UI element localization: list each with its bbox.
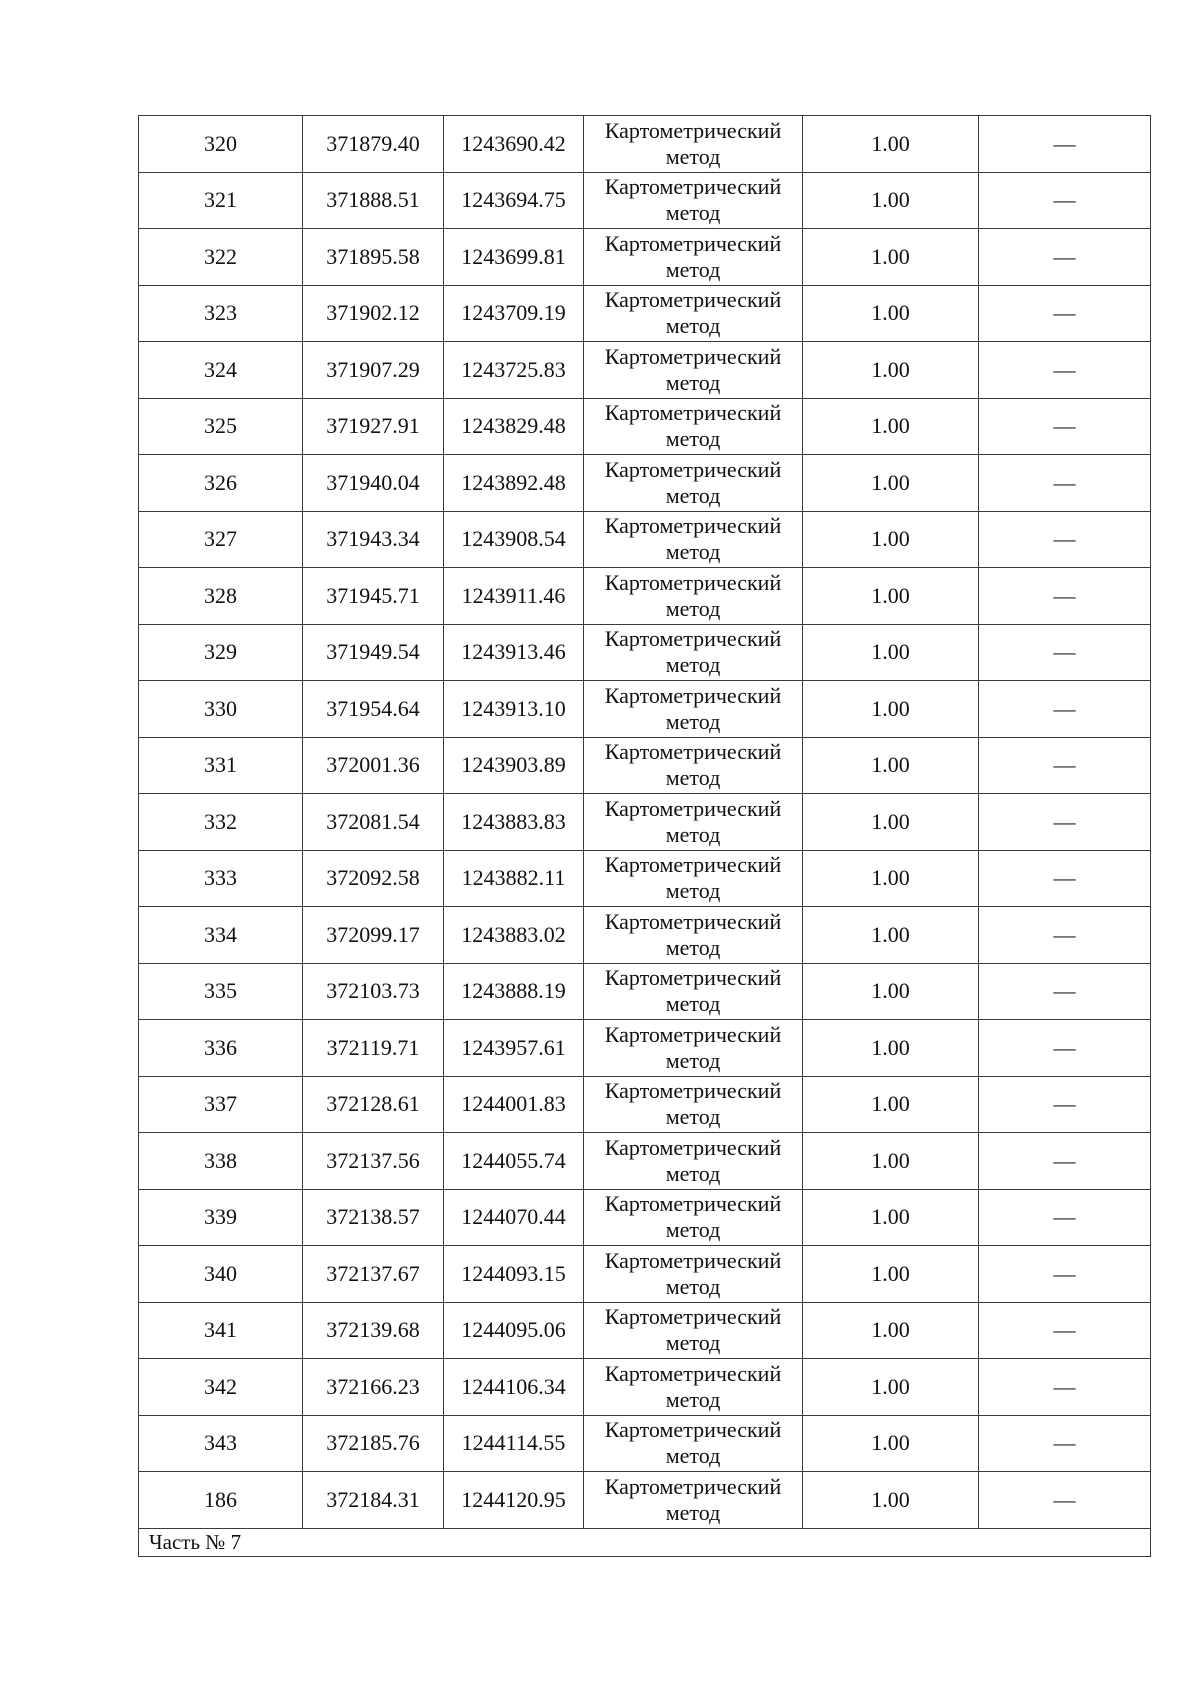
method-line-1: Картометрический: [604, 456, 782, 482]
x-coordinate-cell: 372081.54: [303, 794, 444, 851]
part-label: Часть № 7: [139, 1528, 1151, 1556]
method-line-1: Картометрический: [604, 174, 782, 200]
method-line-2: метод: [665, 1104, 721, 1130]
note-dash-cell: —: [979, 342, 1151, 399]
precision-cell: 1.00: [803, 511, 979, 568]
method-line-1: Картометрический: [604, 626, 782, 652]
method-line-1: Картометрический: [604, 117, 782, 143]
precision-cell: 1.00: [803, 681, 979, 738]
method-line-2: метод: [665, 313, 721, 339]
precision-cell: 1.00: [803, 342, 979, 399]
table-row: [139, 398, 1151, 455]
note-dash-cell: —: [979, 511, 1151, 568]
note-dash-cell: —: [979, 1020, 1151, 1077]
note-dash-cell: —: [979, 681, 1151, 738]
y-coordinate-cell: 1243883.02: [444, 907, 584, 964]
note-dash-cell: —: [979, 850, 1151, 907]
note-dash-cell: —: [979, 568, 1151, 625]
method-line-2: метод: [665, 934, 721, 960]
table-row: [139, 737, 1151, 794]
precision-cell: 1.00: [803, 624, 979, 681]
method-cell: [584, 398, 803, 455]
y-coordinate-cell: 1243913.46: [444, 624, 584, 681]
note-dash-cell: —: [979, 624, 1151, 681]
note-dash-cell: —: [979, 1246, 1151, 1303]
method-line-2: метод: [665, 595, 721, 621]
note-dash-cell: —: [979, 455, 1151, 512]
y-coordinate-cell: 1244001.83: [444, 1076, 584, 1133]
x-coordinate-cell: 371888.51: [303, 172, 444, 229]
precision-cell: 1.00: [803, 568, 979, 625]
x-coordinate-cell: 372138.57: [303, 1189, 444, 1246]
method-line-1: Картометрический: [604, 682, 782, 708]
table-row: [139, 850, 1151, 907]
method-line-2: метод: [665, 708, 721, 734]
precision-cell: 1.00: [803, 1189, 979, 1246]
method-line-1: Картометрический: [604, 287, 782, 313]
x-coordinate-cell: 371927.91: [303, 398, 444, 455]
precision-cell: 1.00: [803, 398, 979, 455]
point-number-cell: 325: [139, 398, 303, 455]
method-line-1: Картометрический: [604, 739, 782, 765]
method-line-2: метод: [665, 1386, 721, 1412]
point-number-cell: 321: [139, 172, 303, 229]
table-row: [139, 1415, 1151, 1472]
method-line-1: Картометрический: [604, 513, 782, 539]
table-row: [139, 1246, 1151, 1303]
table-row: [139, 568, 1151, 625]
y-coordinate-cell: 1244093.15: [444, 1246, 584, 1303]
method-line-2: метод: [665, 1443, 721, 1469]
table-row: [139, 1302, 1151, 1359]
method-line-1: Картометрический: [604, 1021, 782, 1047]
x-coordinate-cell: 372099.17: [303, 907, 444, 964]
point-number-cell: 320: [139, 116, 303, 173]
method-line-2: метод: [665, 1273, 721, 1299]
y-coordinate-cell: 1243694.75: [444, 172, 584, 229]
point-number-cell: 323: [139, 285, 303, 342]
table-row: [139, 172, 1151, 229]
x-coordinate-cell: 371907.29: [303, 342, 444, 399]
note-dash-cell: —: [979, 907, 1151, 964]
table-row: [139, 1472, 1151, 1529]
x-coordinate-cell: 371940.04: [303, 455, 444, 512]
method-cell: [584, 116, 803, 173]
y-coordinate-cell: 1244114.55: [444, 1415, 584, 1472]
method-line-1: Картометрический: [604, 230, 782, 256]
note-dash-cell: —: [979, 794, 1151, 851]
method-line-1: Картометрический: [604, 795, 782, 821]
y-coordinate-cell: 1243903.89: [444, 737, 584, 794]
precision-cell: 1.00: [803, 907, 979, 964]
table-row: [139, 1359, 1151, 1416]
method-cell: [584, 1415, 803, 1472]
point-number-cell: 342: [139, 1359, 303, 1416]
x-coordinate-cell: 371879.40: [303, 116, 444, 173]
precision-cell: 1.00: [803, 1472, 979, 1529]
note-dash-cell: —: [979, 1415, 1151, 1472]
y-coordinate-cell: 1243882.11: [444, 850, 584, 907]
method-line-1: Картометрический: [604, 852, 782, 878]
document-page: [138, 115, 1150, 1557]
note-dash-cell: —: [979, 172, 1151, 229]
method-cell: [584, 1246, 803, 1303]
x-coordinate-cell: 372184.31: [303, 1472, 444, 1529]
precision-cell: 1.00: [803, 737, 979, 794]
table-row: [139, 1020, 1151, 1077]
coordinates-table-body: [139, 116, 1151, 1557]
point-number-cell: 335: [139, 963, 303, 1020]
method-cell: [584, 568, 803, 625]
y-coordinate-cell: 1243913.10: [444, 681, 584, 738]
x-coordinate-cell: 372137.67: [303, 1246, 444, 1303]
precision-cell: 1.00: [803, 285, 979, 342]
point-number-cell: 329: [139, 624, 303, 681]
method-line-2: метод: [665, 482, 721, 508]
method-line-1: Картометрический: [604, 1304, 782, 1330]
note-dash-cell: —: [979, 737, 1151, 794]
x-coordinate-cell: 372137.56: [303, 1133, 444, 1190]
method-line-2: метод: [665, 991, 721, 1017]
note-dash-cell: —: [979, 1472, 1151, 1529]
table-row: [139, 229, 1151, 286]
note-dash-cell: —: [979, 1302, 1151, 1359]
method-line-1: Картометрический: [604, 569, 782, 595]
x-coordinate-cell: 372128.61: [303, 1076, 444, 1133]
point-number-cell: 334: [139, 907, 303, 964]
method-cell: [584, 1302, 803, 1359]
method-cell: [584, 342, 803, 399]
point-number-cell: 331: [139, 737, 303, 794]
note-dash-cell: —: [979, 398, 1151, 455]
method-line-1: Картометрический: [604, 343, 782, 369]
y-coordinate-cell: 1243908.54: [444, 511, 584, 568]
y-coordinate-cell: 1243892.48: [444, 455, 584, 512]
method-cell: [584, 681, 803, 738]
method-line-1: Картометрический: [604, 908, 782, 934]
note-dash-cell: —: [979, 1133, 1151, 1190]
precision-cell: 1.00: [803, 850, 979, 907]
y-coordinate-cell: 1243911.46: [444, 568, 584, 625]
note-dash-cell: —: [979, 1189, 1151, 1246]
precision-cell: 1.00: [803, 1302, 979, 1359]
method-line-1: Картометрический: [604, 965, 782, 991]
precision-cell: 1.00: [803, 1359, 979, 1416]
point-number-cell: 336: [139, 1020, 303, 1077]
note-dash-cell: —: [979, 1359, 1151, 1416]
method-cell: [584, 511, 803, 568]
method-cell: [584, 1359, 803, 1416]
table-row: [139, 907, 1151, 964]
method-line-1: Картометрический: [604, 1078, 782, 1104]
y-coordinate-cell: 1243829.48: [444, 398, 584, 455]
point-number-cell: 324: [139, 342, 303, 399]
method-line-2: метод: [665, 821, 721, 847]
x-coordinate-cell: 372103.73: [303, 963, 444, 1020]
precision-cell: 1.00: [803, 963, 979, 1020]
x-coordinate-cell: 371954.64: [303, 681, 444, 738]
method-line-2: метод: [665, 652, 721, 678]
table-row: [139, 1076, 1151, 1133]
point-number-cell: 337: [139, 1076, 303, 1133]
method-cell: [584, 172, 803, 229]
table-row: [139, 1189, 1151, 1246]
precision-cell: 1.00: [803, 1076, 979, 1133]
x-coordinate-cell: 371895.58: [303, 229, 444, 286]
point-number-cell: 322: [139, 229, 303, 286]
note-dash-cell: —: [979, 229, 1151, 286]
y-coordinate-cell: 1244055.74: [444, 1133, 584, 1190]
method-line-2: метод: [665, 426, 721, 452]
y-coordinate-cell: 1243957.61: [444, 1020, 584, 1077]
method-line-2: метод: [665, 143, 721, 169]
y-coordinate-cell: 1244106.34: [444, 1359, 584, 1416]
x-coordinate-cell: 372092.58: [303, 850, 444, 907]
y-coordinate-cell: 1244120.95: [444, 1472, 584, 1529]
note-dash-cell: —: [979, 1076, 1151, 1133]
method-cell: [584, 1133, 803, 1190]
point-number-cell: 328: [139, 568, 303, 625]
method-line-2: метод: [665, 765, 721, 791]
method-line-2: метод: [665, 539, 721, 565]
table-row: [139, 794, 1151, 851]
y-coordinate-cell: 1243709.19: [444, 285, 584, 342]
method-line-2: метод: [665, 1499, 721, 1525]
method-line-2: метод: [665, 369, 721, 395]
method-line-1: Картометрический: [604, 1417, 782, 1443]
method-cell: [584, 1076, 803, 1133]
method-cell: [584, 229, 803, 286]
x-coordinate-cell: 371902.12: [303, 285, 444, 342]
method-line-1: Картометрический: [604, 1473, 782, 1499]
method-cell: [584, 1189, 803, 1246]
x-coordinate-cell: 371943.34: [303, 511, 444, 568]
point-number-cell: 341: [139, 1302, 303, 1359]
y-coordinate-cell: 1243725.83: [444, 342, 584, 399]
table-row: [139, 342, 1151, 399]
x-coordinate-cell: 371945.71: [303, 568, 444, 625]
precision-cell: 1.00: [803, 455, 979, 512]
method-line-2: метод: [665, 1160, 721, 1186]
note-dash-cell: —: [979, 963, 1151, 1020]
precision-cell: 1.00: [803, 1246, 979, 1303]
point-number-cell: 186: [139, 1472, 303, 1529]
note-dash-cell: —: [979, 116, 1151, 173]
y-coordinate-cell: 1243883.83: [444, 794, 584, 851]
method-line-2: метод: [665, 1047, 721, 1073]
precision-cell: 1.00: [803, 1133, 979, 1190]
table-row: [139, 455, 1151, 512]
method-cell: [584, 963, 803, 1020]
method-cell: [584, 624, 803, 681]
point-number-cell: 333: [139, 850, 303, 907]
point-number-cell: 326: [139, 455, 303, 512]
method-cell: [584, 455, 803, 512]
table-row: [139, 1133, 1151, 1190]
table-row: [139, 624, 1151, 681]
table-row: [139, 963, 1151, 1020]
method-line-1: Картометрический: [604, 1191, 782, 1217]
precision-cell: 1.00: [803, 229, 979, 286]
point-number-cell: 343: [139, 1415, 303, 1472]
x-coordinate-cell: 372001.36: [303, 737, 444, 794]
x-coordinate-cell: 371949.54: [303, 624, 444, 681]
precision-cell: 1.00: [803, 172, 979, 229]
method-line-1: Картометрический: [604, 1360, 782, 1386]
method-line-1: Картометрический: [604, 400, 782, 426]
method-cell: [584, 794, 803, 851]
point-number-cell: 340: [139, 1246, 303, 1303]
precision-cell: 1.00: [803, 116, 979, 173]
method-line-1: Картометрический: [604, 1247, 782, 1273]
method-line-1: Картометрический: [604, 1134, 782, 1160]
method-cell: [584, 1472, 803, 1529]
point-number-cell: 330: [139, 681, 303, 738]
precision-cell: 1.00: [803, 1020, 979, 1077]
point-number-cell: 327: [139, 511, 303, 568]
method-cell: [584, 907, 803, 964]
precision-cell: 1.00: [803, 1415, 979, 1472]
table-row: [139, 285, 1151, 342]
x-coordinate-cell: 372185.76: [303, 1415, 444, 1472]
y-coordinate-cell: 1244095.06: [444, 1302, 584, 1359]
note-dash-cell: —: [979, 285, 1151, 342]
method-line-2: метод: [665, 1330, 721, 1356]
coordinates-table: [138, 115, 1151, 1557]
x-coordinate-cell: 372139.68: [303, 1302, 444, 1359]
y-coordinate-cell: 1243888.19: [444, 963, 584, 1020]
table-row: [139, 116, 1151, 173]
method-line-2: метод: [665, 256, 721, 282]
method-cell: [584, 285, 803, 342]
table-row: [139, 681, 1151, 738]
part-heading-row: [139, 1528, 1151, 1556]
method-cell: [584, 1020, 803, 1077]
method-cell: [584, 737, 803, 794]
y-coordinate-cell: 1244070.44: [444, 1189, 584, 1246]
point-number-cell: 332: [139, 794, 303, 851]
precision-cell: 1.00: [803, 794, 979, 851]
y-coordinate-cell: 1243699.81: [444, 229, 584, 286]
point-number-cell: 339: [139, 1189, 303, 1246]
x-coordinate-cell: 372166.23: [303, 1359, 444, 1416]
method-line-2: метод: [665, 1217, 721, 1243]
x-coordinate-cell: 372119.71: [303, 1020, 444, 1077]
method-line-2: метод: [665, 878, 721, 904]
table-row: [139, 511, 1151, 568]
method-line-2: метод: [665, 200, 721, 226]
method-cell: [584, 850, 803, 907]
y-coordinate-cell: 1243690.42: [444, 116, 584, 173]
point-number-cell: 338: [139, 1133, 303, 1190]
